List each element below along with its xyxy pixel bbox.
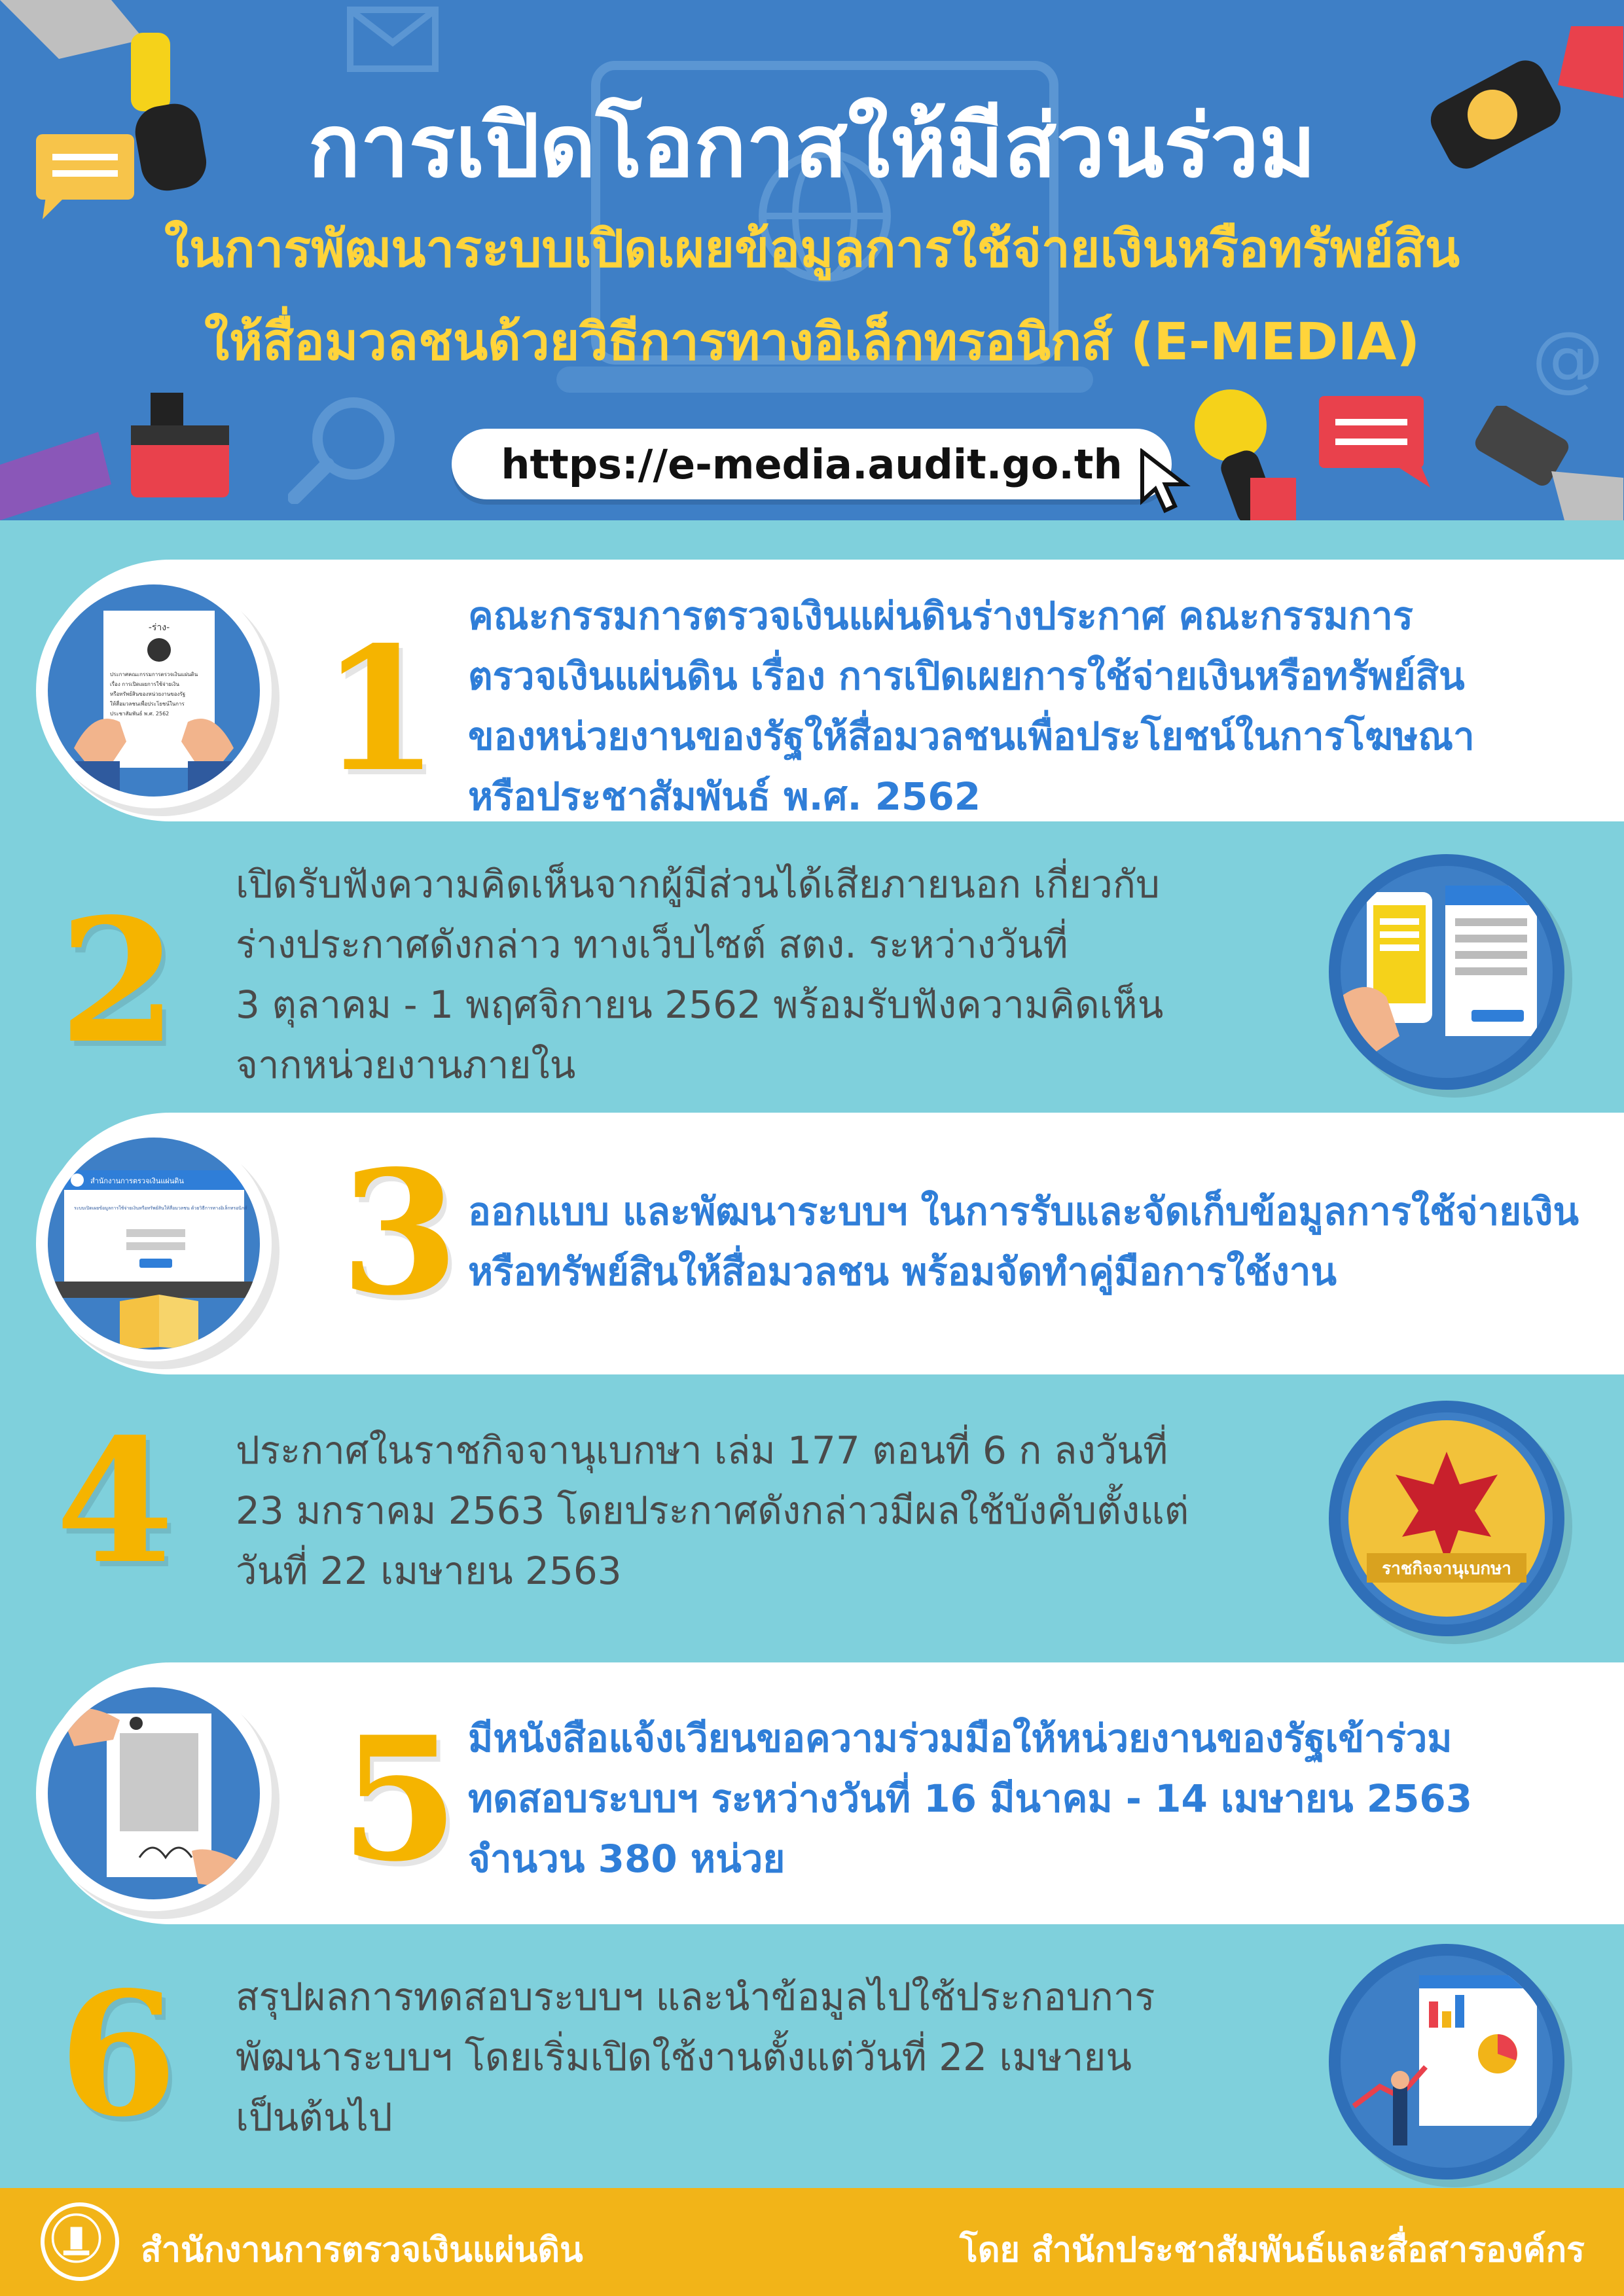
header-banner [0,0,1624,520]
footer-credit: โดย สำนักประชาสัมพันธ์และสื่อสารองค์กร [959,2231,1585,2270]
url-link[interactable] [452,429,1172,499]
svg-text:@: @ [1532,324,1604,396]
step-row-3 [0,1106,1624,1381]
step-number-2: 2 [59,882,177,1081]
doc-header: -ร่าง- [148,622,170,633]
doc-line-1: ประกาศคณะกรรมการตรวจเงินแผ่นดิน [110,672,198,677]
step-row-4 [0,1381,1624,1656]
step-text-1: คณะกรรมการตรวจเงินแผ่นดินร่างประกาศ คณะกรรมการ ตรวจเงินแผ่นดิน เรื่อง การเปิดเผยการใช้จ่ายเงินหรือทรัพย์สิน ของหน่วยงานของรัฐให้สื่อมวลชนเพื่อประโยชน์ในการโฆษณา หรือประชาสัมพันธ์ พ.ศ. 2562 [468,594,1475,819]
step-text-3: ออกแบบ และพัฒนาระบบฯ ในการรับและจัดเก็บข้อมูลการใช้จ่ายเงิน หรือทรัพย์สินให้สื่อมวลชน พร้อมจัดทำคู่มือการใช้งาน [468,1189,1579,1294]
magnifier-icon [288,393,399,504]
step-row-1 [0,520,1624,831]
page-title: การเปิดโอกาสให้มีส่วนร่วม [308,96,1316,197]
doc-line-5: ประชาสัมพันธ์ พ.ศ. 2562 [110,711,170,717]
emblem-label: ราชกิจจานุเบกษา [1382,1559,1511,1579]
website-feedback-illustration [1329,854,1564,1090]
doc-line-2: เรื่อง การเปิดเผยการใช้จ่ายเงิน [110,681,179,687]
doc-line-3: หรือทรัพย์สินของหน่วยงานของรัฐ [110,691,186,697]
step-text-6: สรุปผลการทดสอบระบบฯ และนำข้อมูลไปใช้ประกอบการ พัฒนาระบบฯ โดยเริ่มเปิดใช้งานตั้งแต่วันที่ 22 เมษายน เป็นต้นไป [236,1975,1155,2140]
footer-organization: สำนักงานการตรวจเงินแผ่นดิน [141,2231,583,2270]
doc-line-4: ให้สื่อมวลชนเพื่อประโยชน์ในการ [110,701,185,707]
step-number-4: 4 [56,1402,174,1602]
envelope-icon [347,7,439,72]
footer [0,2188,1624,2296]
step-text-5: มีหนังสือแจ้งเวียนขอความร่วมมือให้หน่วยงานของรัฐเข้าร่วม ทดสอบระบบฯ ระหว่างวันที่ 16 มีนาคม - 14 เมษายน 2563 จำนวน 380 หน่วย [468,1716,1473,1881]
step-number-1: 1 [321,610,439,810]
analysis-dashboard-illustration [1329,1944,1564,2179]
step-row-2 [0,831,1624,1106]
circular-letter-illustration [36,1676,272,1911]
cursor-icon [1139,448,1191,514]
microphone-icon [1191,386,1309,520]
step-text-2: เปิดรับฟังความคิดเห็นจากผู้มีส่วนได้เสียภายนอก เกี่ยวกับ ร่างประกาศดังกล่าว ทางเว็บไซต์ สตง. ระหว่างวันที่ 3 ตุลาคม - 1 พฤศจิกายน 2562 พร้อมรับฟังความคิดเห็น จากหน่วยงานภายใน [236,862,1164,1087]
camera-icon [0,386,242,520]
step-number-5: 5 [340,1700,459,1899]
royal-gazette-illustration [1329,1401,1564,1636]
system-design-illustration [36,1126,272,1361]
oag-seal-icon [41,2202,119,2281]
step-number-3: 3 [340,1134,459,1333]
chat-bubble-icon [1316,393,1434,491]
step-text-4: ประกาศในราชกิจจานุเบกษา เล่ม 177 ตอนที่ 6 ก ลงวันที่ 23 มกราคม 2563 โดยประกาศดังกล่าวมีผลใช้บังคับตั้งแต่ วันที่ 22 เมษายน 2563 [236,1428,1189,1593]
url-text: https://e-media.audit.go.th [501,440,1123,488]
smartphone-icon [1466,406,1623,520]
screen-text: ระบบเปิดเผยข้อมูลการใช้จ่ายเงินหรือทรัพย์สินให้สื่อมวลชน ด้วยวิธีการทางอิเล็กทรอนิกส์ [74,1206,247,1211]
step-row-6 [0,1931,1624,2188]
page-subtitle-line2: ให้สื่อมวลชนด้วยวิธีการทางอิเล็กทรอนิกส์ (E-MEDIA) [204,313,1420,372]
step-number-6: 6 [59,1955,177,2155]
screen-title: สำนักงานการตรวจเงินแผ่นดิน [90,1177,184,1185]
page-subtitle-line1: ในการพัฒนาระบบเปิดเผยข้อมูลการใช้จ่ายเงินหรือทรัพย์สิน [164,220,1460,279]
step-row-5 [0,1656,1624,1931]
draft-document-illustration [36,573,272,808]
